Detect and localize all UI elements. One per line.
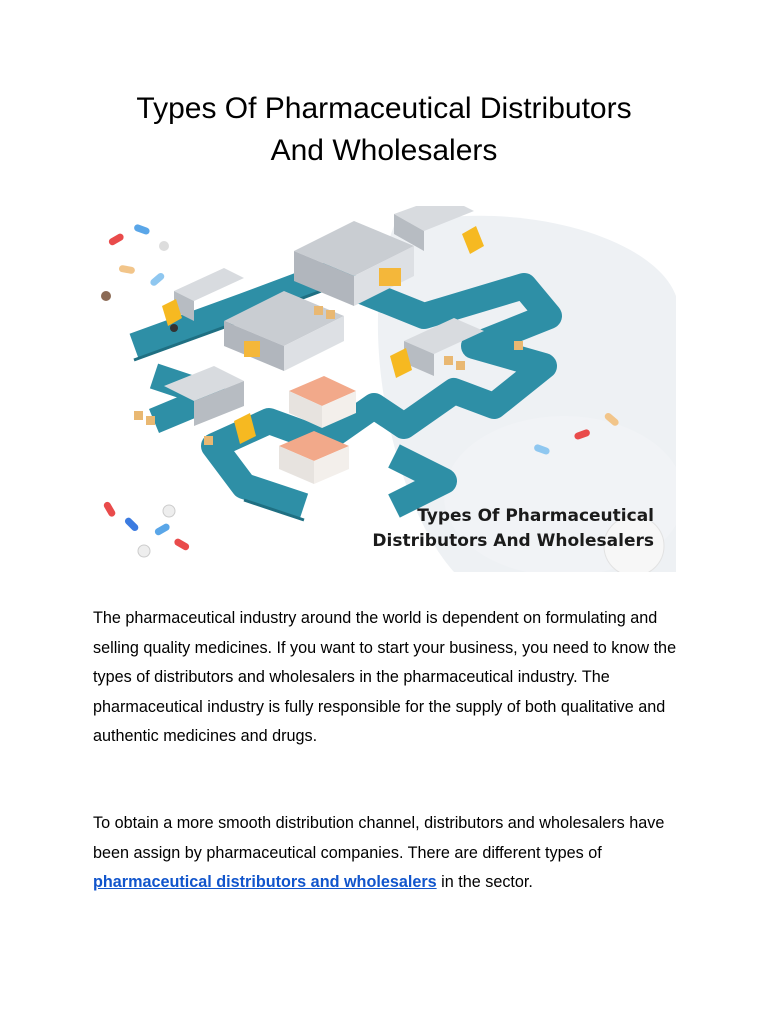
hero-caption-line-2: Distributors And Wholesalers [372, 531, 654, 551]
title-line-2: And Wholesalers [270, 134, 498, 167]
hero-caption [372, 504, 654, 554]
hero-illustration [94, 206, 676, 572]
paragraph-distribution-text: To obtain a more smooth distribution channel, distributors and wholesalers have been assign by pharmaceutical companies. There are different types of [93, 814, 665, 862]
page-title [60, 88, 708, 172]
distributors-wholesalers-link[interactable]: pharmaceutical distributors and wholesalers [93, 873, 437, 891]
paragraph-distribution [93, 809, 683, 898]
title-line-1: Types Of Pharmaceutical Distributors [136, 92, 632, 125]
paragraph-distribution-tail: in the sector. [436, 873, 533, 891]
hero-caption-line-1: Types Of Pharmaceutical [417, 506, 654, 526]
paragraph-intro: The pharmaceutical industry around the world is dependent on formulating and selling quality medicines. If you want to start your business, you need to know the types of distributors and wholesalers in the pharmaceutical industry. The pharmaceutical industry is fully responsible for the supply of both qualitative and authentic medicines and drugs. [93, 609, 677, 745]
